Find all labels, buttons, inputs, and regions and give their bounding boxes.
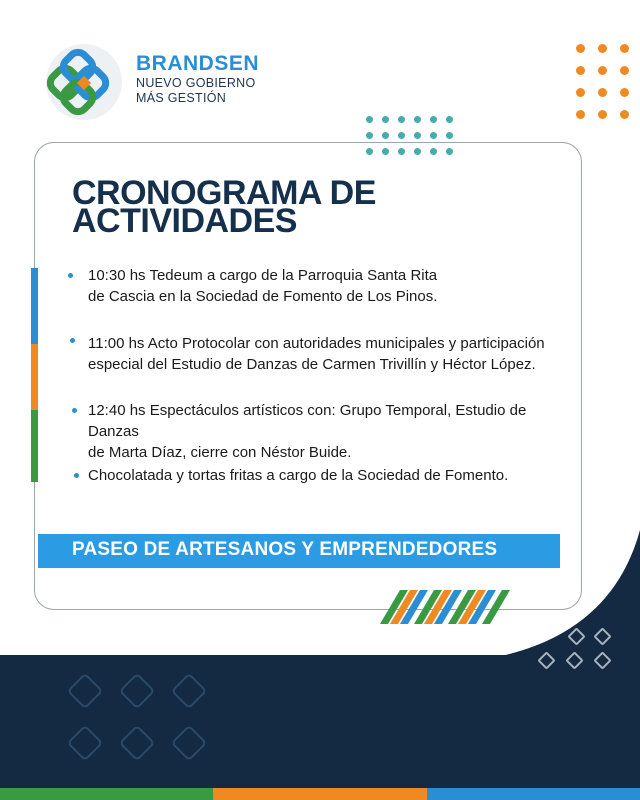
title-line2: ACTIVIDADES — [72, 202, 297, 240]
item-line: 12:40 hs Espectáculos artísticos con: Grupo Temporal, Estudio de Danzas — [88, 402, 527, 440]
list-item — [88, 333, 558, 375]
orange-dots-decoration — [576, 44, 636, 124]
side-strip-green — [31, 410, 38, 482]
bullet-icon — [74, 473, 79, 478]
item-line: 11:00 hs Acto Protocolar con autoridades municipales y participación — [88, 335, 545, 352]
list-item — [88, 465, 558, 486]
item-line: Chocolatada y tortas fritas a cargo de la Sociedad de Fomento. — [88, 467, 509, 484]
brand-name: BRANDSEN — [136, 52, 260, 75]
brand-line2: MÁS GESTIÓN — [136, 91, 227, 105]
list-item — [88, 400, 558, 463]
teal-dots-decoration — [366, 116, 466, 166]
side-strip-orange — [31, 344, 38, 410]
bullet-icon — [70, 338, 75, 343]
bullet-icon — [72, 408, 77, 413]
brand-line1: NUEVO GOBIERNO — [136, 76, 256, 90]
item-line: de Marta Díaz, cierre con Néstor Buide. — [88, 444, 352, 461]
diagonal-stripes-decoration — [380, 590, 510, 624]
title-line1: CRONOGRAMA DE — [72, 174, 376, 212]
brandsen-logo-icon — [44, 40, 124, 120]
bullet-icon — [68, 273, 73, 278]
item-line: 10:30 hs Tedeum a cargo de la Parroquia Santa Rita — [88, 267, 438, 284]
list-item — [88, 265, 558, 307]
item-line: especial del Estudio de Danzas de Carmen Trivillín y Héctor López. — [88, 356, 536, 373]
color-stripe — [0, 788, 640, 800]
footer-band — [0, 655, 640, 788]
item-line: de Cascia en la Sociedad de Fomento de Los Pinos. — [88, 288, 438, 305]
side-strip-blue — [31, 268, 38, 344]
banner-text: PASEO DE ARTESANOS Y EMPRENDEDORES — [72, 539, 498, 560]
